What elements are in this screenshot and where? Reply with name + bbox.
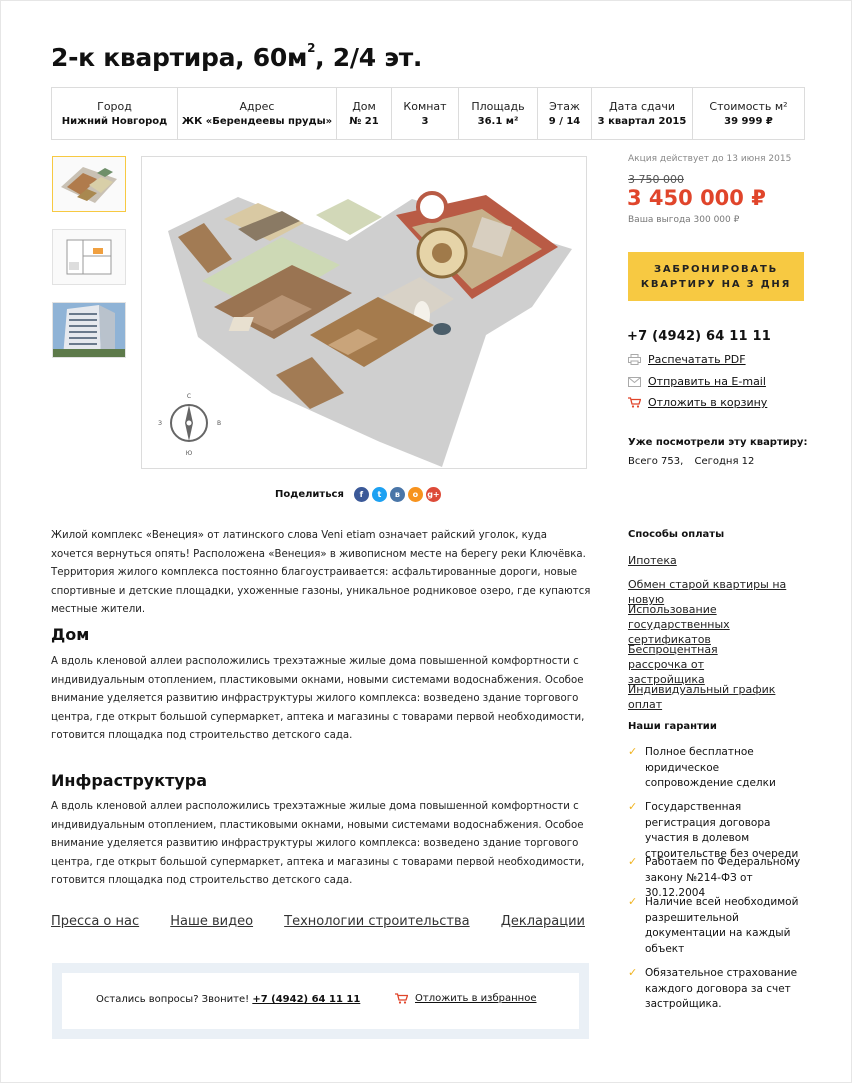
info-price-m2: Стоимость м² 39 999 ₽ (709, 99, 788, 127)
add-to-favorites-label: Отложить в избранное (415, 993, 537, 1004)
intro-text: Жилой комплекс «Венеция» от латинского слова Veni etiam означает райский уголок, куда хочется вернуться опять! Расположена «Венеция» в живописном месте на берегу реки Ключёвка. Территория жилого комплекса постоянно благоустраивается: асфальтированные дороги, новые спортивные и детские площадки, ухоженные газоны, уникальное родниковое озеро, где купаются местные жители. (51, 530, 591, 615)
main-floor-plan-image[interactable] (141, 156, 587, 469)
payment-installment[interactable]: Беспроцентная рассрочка от застройщика (628, 643, 718, 686)
link-declarations[interactable]: Декларации (500, 914, 585, 929)
infrastructure-text: А вдоль кленовой аллеи расположились трехэтажные жилые дома повышенной комфортности с индивидуальным отоплением, пластиковыми окнами, новыми системами водоснабжения. Особое внимание уделяется развитию инфраструктуры жилого комплекса: возведено здание торгового центра, где открыт большой супермаркет, аптека и магазины с товарами первой необходимости, готовится площадка под строительство детского сада. (51, 801, 585, 886)
payment-individual[interactable]: Индивидуальный график оплат (628, 683, 776, 711)
infrastructure-heading: Инфраструктура (51, 771, 208, 790)
print-pdf-link[interactable] (628, 353, 746, 366)
old-price: 3 750 000 (628, 173, 684, 186)
thumbnail-3d-plan[interactable] (52, 156, 126, 212)
info-floor: Этаж 9 / 14 (538, 88, 592, 139)
thumbnail-building-photo[interactable] (52, 302, 126, 358)
cart-icon (628, 397, 641, 408)
bottom-links (51, 914, 585, 929)
banner-phone[interactable]: +7 (4942) 64 11 11 (252, 994, 361, 1005)
google-plus-icon[interactable]: g+ (426, 487, 441, 502)
share-bar (275, 487, 441, 502)
share-label: Поделиться (275, 489, 344, 500)
info-rooms: Комнат 3 (392, 88, 459, 139)
print-pdf-label: Распечатать PDF (648, 353, 746, 366)
compass-south-label: Ю (185, 450, 193, 457)
guarantee-item: ✓ Полное бесплатное юридическое сопровождение сделки (628, 745, 808, 792)
add-to-cart-label: Отложить в корзину (648, 396, 768, 409)
compass-west-label: З (158, 420, 162, 427)
check-icon: ✓ (628, 966, 638, 979)
book-apartment-button[interactable]: ЗАБРОНИРОВАТЬ КВАРТИРУ НА 3 ДНЯ (628, 252, 804, 301)
info-address: Адрес ЖК «Берендеевы пруды» (178, 88, 337, 139)
vk-icon[interactable]: в (390, 487, 405, 502)
contact-banner (52, 963, 589, 1039)
house-heading: Дом (51, 625, 90, 644)
info-area: Площадь 36.1 м² (459, 88, 538, 139)
contact-question: Остались вопросы? Звоните! +7 (4942) 64 11 11 (96, 994, 361, 1005)
payment-title: Способы оплаты (628, 529, 725, 540)
add-to-favorites-link[interactable] (395, 993, 537, 1004)
views-today: Сегодня 12 (694, 456, 755, 467)
payment-exchange[interactable]: Обмен старой квартиры на новую (628, 578, 787, 606)
link-technologies[interactable]: Технологии строительства (284, 914, 470, 929)
thumbnail-floor-plan[interactable] (52, 229, 126, 285)
views-counts (628, 456, 762, 467)
check-icon: ✓ (628, 895, 638, 908)
guarantee-item: ✓ Наличие всей необходимой разрешительной документации на каждый объект (628, 895, 808, 957)
guarantee-item: ✓ Обязательное страхование каждого договора за счет застройщика. (628, 966, 808, 1013)
apartment-info-table (51, 87, 805, 140)
guarantees-title: Наши гарантии (628, 721, 717, 732)
payment-certificates[interactable]: Использование государственных сертификатов (628, 603, 730, 646)
info-city: Город Нижний Новгород (52, 88, 178, 139)
send-email-link[interactable] (628, 375, 766, 388)
page-title: 2-к квартира, $60м^2$, 2/4 эт. (51, 41, 423, 72)
guarantee-item: ✓ Работаем по Федеральному закону №214-ФЗ от 30.12.2004 (628, 855, 808, 902)
info-house: Дом № 21 (337, 88, 392, 139)
odnoklassniki-icon[interactable]: о (408, 487, 423, 502)
printer-icon (628, 354, 641, 365)
envelope-icon (628, 377, 641, 387)
link-press[interactable]: Пресса о нас (51, 914, 140, 929)
views-title: Уже посмотрели эту квартиру: (628, 437, 808, 448)
guarantee-item: ✓ Государственная регистрация договора участия в долевом строительстве без очереди (628, 800, 808, 862)
saving-text: Ваша выгода 300 000 ₽ (628, 215, 740, 225)
check-icon: ✓ (628, 855, 638, 868)
contact-phone[interactable]: +7 (4942) 64 11 11 (627, 329, 771, 344)
twitter-icon[interactable]: t (372, 487, 387, 502)
views-total: Всего 753, (628, 456, 684, 467)
check-icon: ✓ (628, 800, 638, 813)
compass-east-label: В (216, 420, 222, 427)
add-to-cart-link[interactable] (628, 396, 767, 409)
current-price: 3 450 000 ₽ (627, 186, 766, 210)
promo-deadline: Акция действует до 13 июня 2015 (628, 154, 792, 164)
payment-mortgage[interactable]: Ипотека (628, 554, 677, 567)
compass-north-label: С (186, 393, 192, 400)
info-date: Дата сдачи 3 квартал 2015 (592, 88, 693, 139)
send-email-label: Отправить на E-mail (648, 375, 766, 388)
check-icon: ✓ (628, 745, 638, 758)
house-text: А вдоль кленовой аллеи расположились трехэтажные жилые дома повышенной комфортности с индивидуальным отоплением, пластиковыми окнами, новыми системами водоснабжения. Особое внимание уделяется развитию инфраструктуры жилого комплекса: возведено здание торгового центра, где открыт большой супермаркет, аптека и магазины с товарами первой необходимости, готовится площадка под строительство детского сада. (51, 656, 585, 741)
link-video[interactable]: Наше видео (170, 914, 254, 929)
cart-icon (395, 993, 408, 1004)
facebook-icon[interactable]: f (354, 487, 369, 502)
